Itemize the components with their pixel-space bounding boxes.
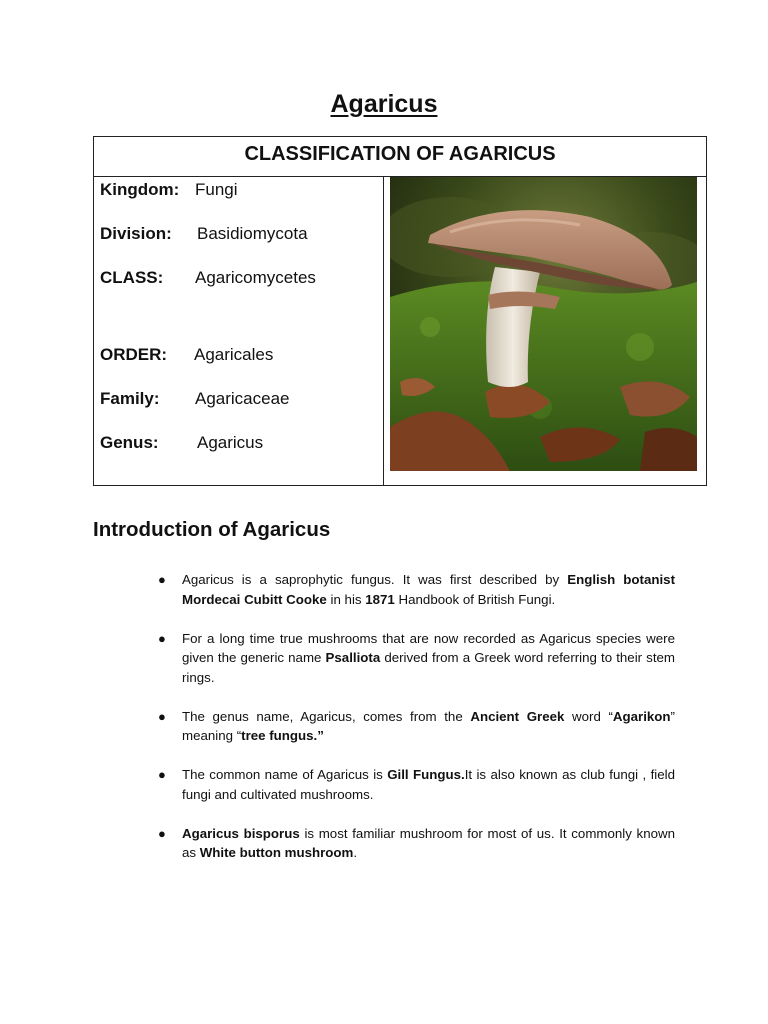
bullet-icon: ● [158,630,166,646]
rank-label: ORDER: [100,345,168,364]
rank-value: Agaricomycetes [195,268,316,287]
bullet-icon: ● [158,572,166,587]
bullet-icon: ● [158,767,166,782]
introduction-list [155,570,675,882]
rank-label: Kingdom: [100,180,180,199]
rank-label: Genus: [100,433,159,452]
rank-value: Agaricaceae [195,389,290,408]
photo-cell [384,177,706,485]
rank-value: Basidiomycota [197,224,308,243]
classification-table [93,136,707,486]
mushroom-photo-icon [390,177,697,471]
classification-heading: CLASSIFICATION OF AGARICUS [94,137,706,177]
classification-ranks [94,177,384,485]
list-item: ● The common name of Agaricus is Gill Fungus.It is also known as club fungi , field fungi and cultivated mushrooms. [158,767,675,802]
list-item: ● For a long time true mushrooms that are now recorded as Agaricus species were given the generic name Psalliota derived from a Greek word referring to their stem rings. [158,630,675,685]
rank-value: Agaricales [194,345,274,364]
rank-label: Family: [100,389,160,408]
rank-value: Agaricus [197,433,264,452]
rank-value: Fungi [195,180,238,199]
page-title: Agaricus [330,90,438,118]
introduction-heading: Introduction of Agaricus [93,518,331,541]
rank-label: Division: [100,224,172,243]
rank-label: CLASS: [100,268,164,287]
list-item: ● Agaricus bisporus is most familiar mushroom for most of us. It commonly known as White button mushroom. [158,825,675,860]
list-item: ● The genus name, Agaricus, comes from the Ancient Greek word “Agarikon” meaning “tree fungus.” [158,708,675,743]
mushroom-photo [390,177,697,471]
bullet-icon: ● [158,708,166,724]
list-item: ● Agaricus is a saprophytic fungus. It was first described by English botanist Mordecai Cubitt Cooke in his 1871 Handbook of British Fungi. [158,572,675,607]
bullet-icon: ● [158,825,166,841]
